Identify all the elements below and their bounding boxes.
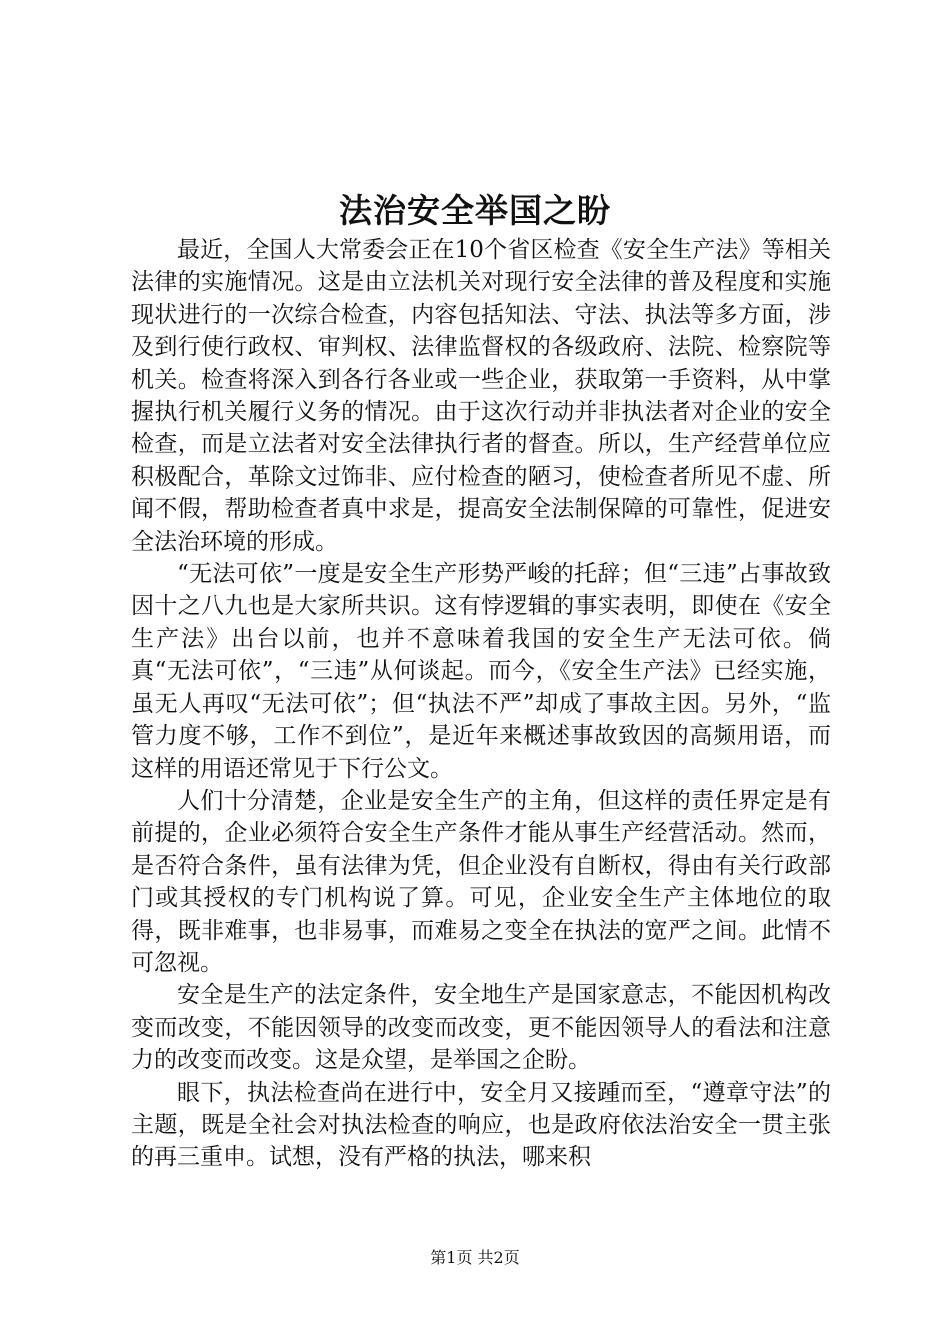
paragraph-5: 眼下，执法检查尚在进行中，安全月又接踵而至，“遵章守法”的主题，既是全社会对执法检查的响应，也是政府依法治安全一贯主张的再三重申。试想，没有严格的执法，哪来积 xyxy=(131,1079,831,1171)
document-body xyxy=(131,234,831,1174)
page-footer: 第1页 共2页 xyxy=(430,1248,520,1267)
document-title: 法治安全举国之盼 xyxy=(339,191,611,230)
paragraph-2: “无法可依”一度是安全生产形势严峻的托辞；但“三违”占事故致因十之八九也是大家所共识。这有悖逻辑的事实表明，即使在《安全生产法》出台以前，也并不意味着我国的安全生产无法可依。倘真“无法可依”，“三违”从何谈起。而今，《安全生产法》已经实施，虽无人再叹“无法可依”；但“执法不严”却成了事故主因。另外，“监管力度不够，工作不到位”，是近年来概述事故致因的高频用语，而这样的用语还常见于下行公文。 xyxy=(131,561,831,782)
paragraph-1: 最近，全国人大常委会正在10个省区检查《安全生产法》等相关法律的实施情况。这是由立法机关对现行安全法律的普及程度和实施现状进行的一次综合检查，内容包括知法、守法、执法等多方面，涉及到行使行政权、审判权、法律监督权的各级政府、法院、检察院等机关。检查将深入到各行各业或一些企业，获取第一手资料，从中掌握执行机关履行义务的情况。由于这次行动并非执法者对企业的安全检查，而是立法者对安全法律执行者的督查。所以，生产经营单位应积极配合，革除文过饰非、应付检查的陋习，使检查者所见不虚、所闻不假，帮助检查者真中求是，提高安全法制保障的可靠性，促进安全法治环境的形成。 xyxy=(131,237,831,555)
paragraph-3: 人们十分清楚，企业是安全生产的主角，但这样的责任界定是有前提的，企业必须符合安全生产条件才能从事生产经营活动。然而，是否符合条件，虽有法律为凭，但企业没有自断权，得由有关行政部门或其授权的专门机构说了算。可见，企业安全生产主体地位的取得，既非难事，也非易事，而难易之变全在执法的宽严之间。此情不可忽视。 xyxy=(131,787,831,976)
paragraph-4: 安全是生产的法定条件，安全地生产是国家意志，不能因机构改变而改变，不能因领导的改变而改变，更不能因领导人的看法和注意力的改变而改变。这是众望，是举国之企盼。 xyxy=(131,982,831,1074)
